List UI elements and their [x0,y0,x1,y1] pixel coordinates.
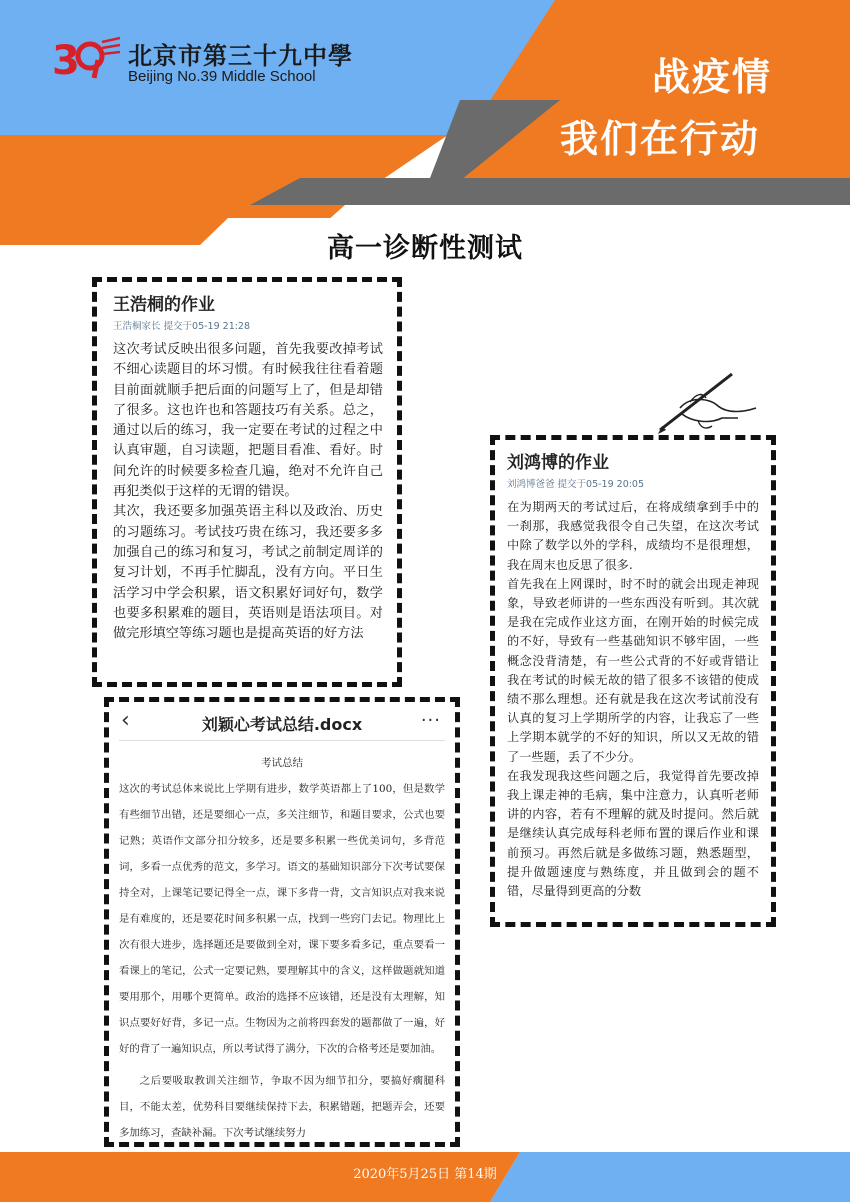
school-name-cn: 北京市第三十九中學 [128,41,353,70]
slogan-line-1: 战疫情 [652,55,773,99]
homework-card-liu [490,435,776,927]
page-title: 高一诊断性测试 [327,233,523,264]
homework-body [507,498,759,901]
slogan-line-2: 我们在行动 [560,117,761,161]
school-logo-icon [50,32,120,82]
homework-meta: 王浩桐家长 提交于05-19 21:28 [113,321,251,332]
homework-meta: 刘鸿博爸爸 提交于05-19 20:05 [507,479,645,490]
homework-paragraph: 这次考试反映出很多问题，首先我要改掉考试不细心读题目的坏习惯。有时候我往往看着题目前面就顺手把后面的问题写上了，但是却错了很多。这也许也和答题技巧有关系。总之，通过以后的练习，我一定要在考试的过程之中认真审题，自习读题，把题目看准、看好。时间允许的时候要多检查几遍，绝对不允许自己再犯类似于这样的无谓的错误。 [113,342,383,500]
footer-date-issue: 2020年5月25日 第14期 [353,1167,497,1182]
chevron-left-icon[interactable]: ‹ [121,708,130,733]
header-banner [0,0,850,250]
document-paragraph: 之后要吸取教训关注细节，争取不因为细节扣分，要搞好瘸腿科目，不能太差，优势科目要继续保持下去，积累错题，把题弄会，还要多加练习，查缺补漏。下次考试继续努力 [119,1075,445,1139]
homework-title: 王浩桐的作业 [113,295,215,315]
svg-text:3: 3 [52,38,80,82]
school-name-en: Beijing No.39 Middle School [128,68,316,85]
homework-paragraph: 其次，我还要多加强英语主科以及政治、历史的习题练习。考试技巧贵在练习，我还要多多加强自己的练习和复习，考试之前制定周详的复习计划，不再手忙脚乱，没有方向。平日生活学习中学会积累，语文积累好词好句，数学也要多积累难的题目，英语则是语法项目。对做完形填空等练习题也是提高英语的好方法 [113,504,383,642]
document-paragraph: 这次的考试总体来说比上学期有进步，数学英语都上了100，但是数学有些细节出错，还是要细心一点，多关注细节，和题目要求，公式也要记熟；英语作文部分扣分较多，还是要多积累一些优美词句，多背范词，多看一点优秀的范文，多学习。语文的基础知识部分下次考试要保持全对，上课笔记要记得全一点，课下多背一背，文言知识点对我来说是有难度的，还是要花时间多积累一点，找到一些窍门去记。物理比上次有很大进步，选择题还是要做到全对，课下要多看多记，重点要看一看课上的笔记，公式一定要记熟，要理解其中的含义，这样做题就知道要用那个，用哪个更简单。政治的选择不应该错，还是没有太理解，知识点要好好背，多记一点。生物因为之前将四套发的题都做了一遍，好好的背了一遍知识点，所以考试得了满分，下次的合格考还是要加油。 [119,783,445,1055]
document-card [104,697,460,1147]
homework-paragraph: 在为期两天的考试过后，在将成绩拿到手中的一刹那，我感觉我很令自己失望，在这次考试中除了数学以外的学科，成绩均不是很理想，我在周末也反思了很多. [507,500,759,572]
document-body [119,776,445,1146]
homework-body [113,340,383,644]
homework-title: 刘鸿博的作业 [507,453,609,473]
school-logo [50,32,370,92]
document-header [119,708,445,741]
homework-card-wang [92,277,402,687]
hand-writing-pen-icon [640,368,760,438]
homework-paragraph: 在我发现我这些问题之后，我觉得首先要改掉我上课走神的毛病，集中注意力，认真听老师讲的内容，若有不理解的就及时提问。然后就是继续认真完成每科老师布置的课后作业和课前预习。再然后就是多做练习题，熟悉题型，提升做题速度与熟练度，并且做到会的题不错，尽量得到更高的分数 [507,768,759,899]
homework-paragraph: 首先我在上网课时，时不时的就会出现走神现象，导致老师讲的一些东西没有听到。其次就是我在完成作业这方面，在刚开始的时候完成的不好，导致有一些基础知识不够牢固，一些概念没背清楚，有一些公式背的不好或背错让我在考试的时候无故的错了很多不该错的使成绩不那么理想。还有就是我在这次考试前没有认真的复习上学期所学的内容，让我忘了一些上学期本就学的不好的知识，所以又无故的错了一些题，丢了不少分。 [507,576,759,764]
more-horizontal-icon[interactable]: ··· [420,710,441,731]
document-file-name: 刘颖心考试总结.docx [201,715,363,734]
document-inner-title: 考试总结 [261,757,303,769]
footer-bar [0,1152,850,1202]
